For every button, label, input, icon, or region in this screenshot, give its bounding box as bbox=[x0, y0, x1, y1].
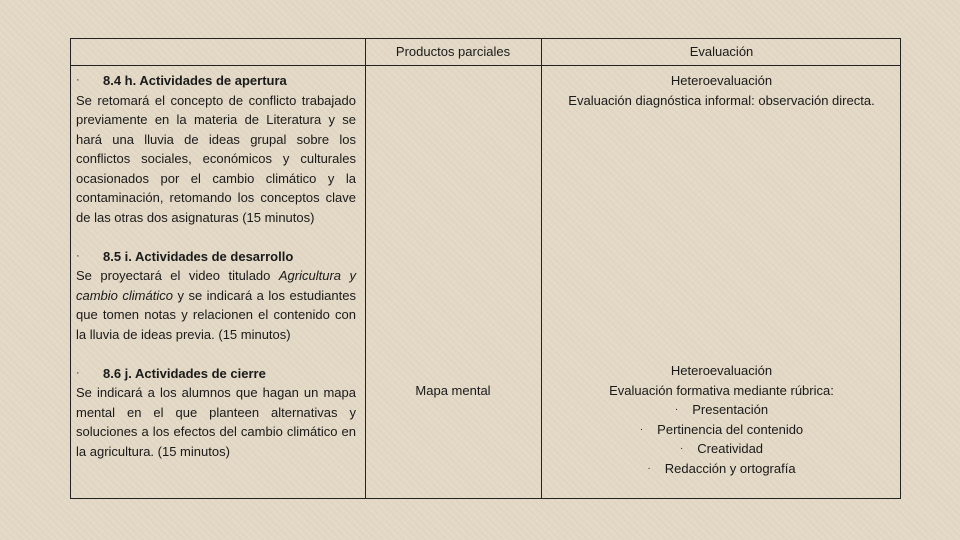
rubric-criterion: · Creatividad bbox=[541, 439, 902, 459]
evaluation-opening: Heteroevaluación Evaluación diagnóstica informal: observación directa. bbox=[568, 73, 875, 108]
activity-description: Se indicará a los alumnos que hagan un mapa mental en el que planteen alternativas y soluciones a los efectos del cambio climático en la agricultura. (15 minutos) bbox=[76, 385, 356, 459]
activity-development bbox=[76, 247, 356, 345]
activity-description: Se retomará el concepto de conflicto trabajado previamente en la materia de Literatura y se hará una lluvia de ideas grupal sobre los conflictos sociales, económicos y culturales ocasionados por el cambio climático y la contaminación, retomando los conceptos clave de las otras dos asignaturas (15 minutos) bbox=[76, 92, 356, 225]
bullet-icon: · bbox=[639, 423, 644, 435]
bullet-icon: · bbox=[647, 462, 651, 474]
rubric-criterion: · Redacción y ortografía bbox=[541, 459, 902, 479]
header-evaluation: Evaluación bbox=[689, 44, 754, 59]
bullet-icon: · bbox=[76, 366, 80, 379]
evaluation-formative: Heteroevaluación Evaluación formativa mediante rúbrica: · Presentación · Pertinencia del contenido · Creatividad · Redacción y ortografía bbox=[541, 361, 902, 478]
activity-closing bbox=[76, 364, 356, 462]
column-divider-1 bbox=[365, 39, 366, 498]
activity-title: 8.4 h. Actividades de apertura bbox=[103, 73, 287, 88]
rubric-criteria bbox=[541, 400, 902, 478]
header-divider bbox=[71, 65, 900, 66]
activity-description: Se proyectará el video titulado Agricultura y cambio climático y se indicará a los estudiantes que tomen notas y relacionen el contenido con la lluvia de ideas previa. (15 minutos) bbox=[76, 268, 356, 342]
header-products: Productos parciales bbox=[395, 44, 511, 59]
bullet-icon: · bbox=[679, 443, 684, 454]
product-mind-map: Mapa mental bbox=[415, 383, 491, 398]
bullet-icon: · bbox=[674, 404, 679, 415]
bullet-icon: · bbox=[76, 74, 80, 86]
rubric-criterion: · Presentación bbox=[541, 400, 902, 420]
rubric-criterion: · Pertinencia del contenido bbox=[541, 420, 902, 440]
activity-title: 8.5 i. Actividades de desarrollo bbox=[103, 248, 294, 264]
bullet-icon: · bbox=[76, 249, 80, 262]
activities-column bbox=[76, 71, 356, 481]
video-title: Agricultura y cambio climático bbox=[76, 268, 356, 303]
activity-title: 8.6 j. Actividades de cierre bbox=[103, 365, 266, 381]
planning-table bbox=[70, 38, 901, 499]
activity-opening bbox=[76, 71, 356, 227]
